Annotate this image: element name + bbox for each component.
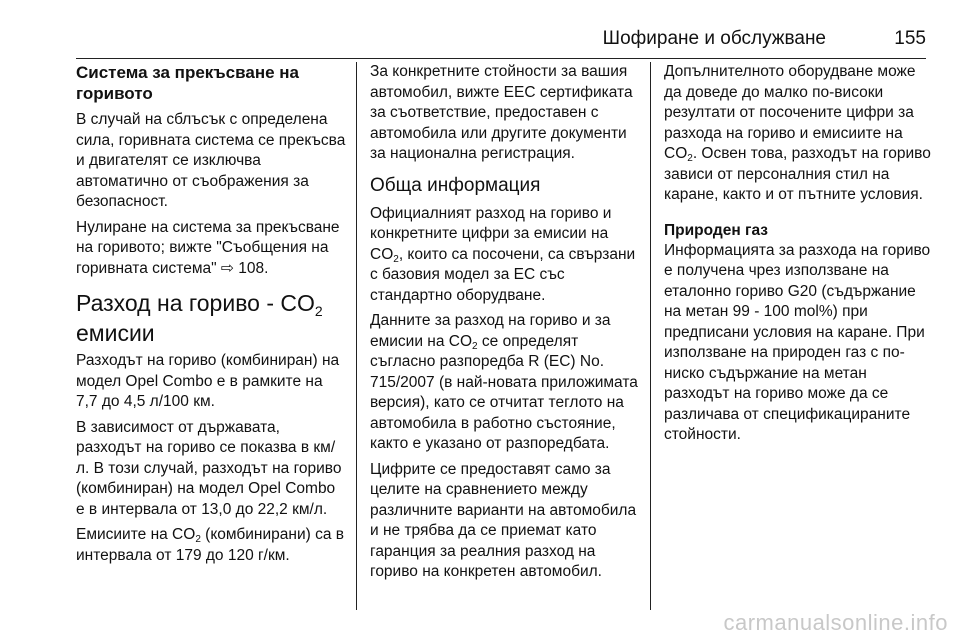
paragraph: Цифрите се предоставят само за целите на сравнението между различните варианти на автомобила и не трябва да се приемат като гаранция за реалния разход на гориво на конкретен автомобил. xyxy=(370,460,637,580)
paragraph: Информацията за разхода на гориво е получена чрез използване на еталонно гориво G20 (съдържание на метан 99 - 100 mol%) при предписани условия на каране. При използване на природен газ с по-ниско съдържание на метан разходът на гориво може да се различава от спецификацираните стойности. xyxy=(664,241,931,443)
paragraph: В зависимост от държавата, разходът на гориво се показва в км/л. В този случай, разходът на гориво (комбиниран) на модел Opel Combo е в интервала от 13,0 до 22,2 км/л. xyxy=(76,418,342,518)
section-title: Шофиране и обслужване xyxy=(602,28,826,49)
paragraph: Допълнителното оборудване може да доведе до малко по-високи резултати от посочените цифри за разхода на гориво и емисиите на $CO_2$. Освен това, разходът на гориво зависи от персоналния стил на каране, както и от пътните условия. xyxy=(664,63,931,203)
heading-fuel-consumption: Разход на гориво - $CO_2$ емисии xyxy=(76,290,323,346)
paragraph: В случай на сблъсък с определена сила, горивната система се прекъсва и двигателят се изключва автоматично от съображения за безопасност. xyxy=(76,111,346,210)
paragraph: Емисиите на $CO_2$ (комбинирани) са в интервала от 179 до 120 г/км. xyxy=(76,526,344,564)
page-header xyxy=(76,18,926,59)
paragraph: Официалният разход на гориво и конкретните цифри за емисии на $CO_2$, които са посочени, са свързани с базовия модел за ЕС със стандартно оборудване. xyxy=(370,204,636,304)
watermark: carmanualsonline.info xyxy=(723,610,948,635)
column-1 xyxy=(76,62,346,571)
paragraph: Разходът на гориво (комбиниран) на модел Opel Combo е в рамките на 7,7 до 4,5 л/100 км. xyxy=(76,352,340,410)
column-3 xyxy=(664,62,934,451)
column-2 xyxy=(370,62,640,588)
heading-natural-gas: Природен газ xyxy=(664,221,768,239)
heading-general-info: Обща информация xyxy=(370,174,541,196)
column-divider xyxy=(356,62,357,610)
column-divider xyxy=(650,62,651,610)
paragraph-reference: Нулиране на система за прекъсване на горивото; вижте "Съобщения на горивната система" ⇨ 108. xyxy=(76,218,340,277)
heading-fuel-cutoff: Система за прекъсване на горивото xyxy=(76,63,299,103)
page-number: 155 xyxy=(894,28,926,49)
paragraph: За конкретните стойности за вашия автомобил, вижте ЕЕС сертификата за съответствие, предоставен с автомобила или другите документи за национална регистрация. xyxy=(370,63,633,162)
paragraph: Данните за разход на гориво и за емисии на $CO_2$ се определят съгласно разпоредба R (EC) No. 715/2007 (в най-новата приложимата версия), като се отчитат теглото на автомобила в работно състояние, както е указано от разпоредбата. xyxy=(370,312,638,452)
